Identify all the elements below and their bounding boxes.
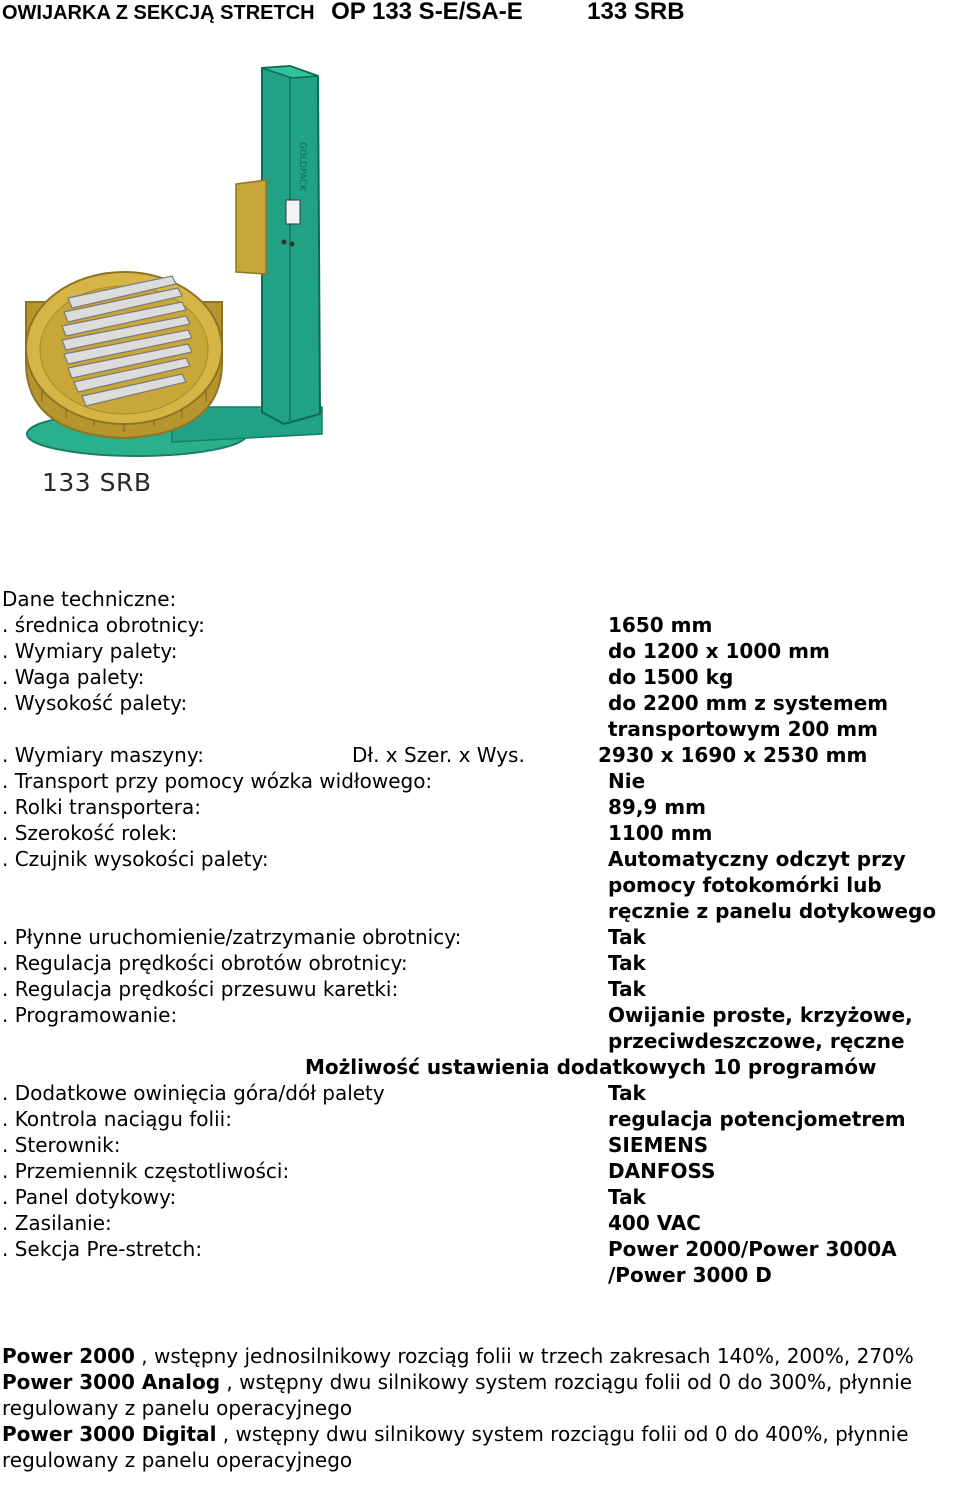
- spec-label: . Wysokość palety:: [2, 691, 188, 715]
- spec-value: regulacja potencjometrem: [608, 1107, 906, 1131]
- spec-value-line-2: przeciwdeszczowe, ręczne: [608, 1029, 905, 1053]
- spec-value-line-2: pomocy fotokomórki lub: [608, 873, 882, 897]
- spec-label: . średnica obrotnicy:: [2, 613, 205, 637]
- note-product-name: Power 3000 Analog: [2, 1370, 221, 1394]
- spec-label: . Sekcja Pre-stretch:: [2, 1237, 203, 1261]
- spec-value: Tak: [608, 1185, 646, 1209]
- spec-label: . Sterownik:: [2, 1133, 121, 1157]
- programs-note: Możliwość ustawienia dodatkowych 10 programów: [305, 1055, 877, 1079]
- spec-value: Tak: [608, 951, 646, 975]
- spec-row: [0, 768, 960, 794]
- spec-row: [0, 1210, 960, 1236]
- wrapping-machine-illustration: [22, 62, 342, 462]
- spec-row: [0, 924, 960, 950]
- spec-label: . Regulacja prędkości obrotów obrotnicy:: [2, 951, 408, 975]
- spec-row: [0, 1158, 960, 1184]
- note-description: , wstępny dwu silnikowy system rozciągu folii od 0 do 400%, płynnie regulowany z panelu operacyjnego: [2, 1422, 909, 1472]
- spec-label: . Płynne uruchomienie/zatrzymanie obrotnicy:: [2, 925, 462, 949]
- specs-heading-row: [0, 586, 960, 612]
- model-variant: 133 SRB: [587, 0, 685, 25]
- spec-label: . Wymiary maszyny:: [2, 743, 204, 767]
- spec-value: SIEMENS: [608, 1133, 709, 1157]
- spec-value: 2930 x 1690 x 2530 mm: [598, 743, 868, 767]
- film-carriage: [236, 180, 266, 274]
- spec-value: DANFOSS: [608, 1159, 716, 1183]
- spec-row: [0, 1080, 960, 1106]
- spec-row: [0, 638, 960, 664]
- spec-label: . Szerokość rolek:: [2, 821, 178, 845]
- control-panel: [286, 200, 300, 224]
- prestretch-notes: [2, 1343, 942, 1473]
- spec-label: . Dodatkowe owinięcia góra/dół palety: [2, 1081, 385, 1105]
- spec-value: Tak: [608, 977, 646, 1001]
- specs-heading: Dane techniczne:: [2, 587, 177, 611]
- spec-row: [0, 794, 960, 820]
- spec-value: do 2200 mm z systemem: [608, 691, 889, 715]
- spec-row: [0, 846, 960, 924]
- spec-row: [0, 690, 960, 742]
- spec-row: [0, 612, 960, 638]
- page-title: OWIJARKA Z SEKCJĄ STRETCH: [2, 2, 315, 24]
- spec-row: [0, 664, 960, 690]
- spec-row: [0, 1132, 960, 1158]
- note-item: [2, 1421, 942, 1473]
- note-item: [2, 1369, 942, 1421]
- spec-label: . Programowanie:: [2, 1003, 178, 1027]
- technical-specs: [0, 586, 960, 1288]
- spec-row: [0, 1002, 960, 1054]
- spec-label: . Regulacja prędkości przesuwu karetki:: [2, 977, 399, 1001]
- note-product-name: Power 3000 Digital: [2, 1422, 217, 1446]
- spec-value: 89,9 mm: [608, 795, 706, 819]
- spec-label: . Przemiennik częstotliwości:: [2, 1159, 290, 1183]
- spec-value: do 1500 kg: [608, 665, 734, 689]
- note-description: , wstępny dwu silnikowy system rozciągu folii od 0 do 300%, płynnie regulowany z panelu operacyjnego: [2, 1370, 913, 1420]
- spec-value: 1100 mm: [608, 821, 713, 845]
- spec-label: . Czujnik wysokości palety:: [2, 847, 269, 871]
- note-product-name: Power 2000: [2, 1344, 135, 1368]
- spec-label: . Zasilanie:: [2, 1211, 112, 1235]
- spec-row: [0, 1236, 960, 1288]
- spec-dimension-note: Dł. x Szer. x Wys.: [352, 743, 525, 767]
- brand-label: GOLDPACK: [297, 142, 307, 192]
- spec-row: [0, 1106, 960, 1132]
- spec-value-line-2: /Power 3000 D: [608, 1263, 772, 1287]
- spec-label: . Waga palety:: [2, 665, 145, 689]
- spec-row: [0, 976, 960, 1002]
- spec-value: Owijanie proste, krzyżowe,: [608, 1003, 913, 1027]
- spec-value: Power 2000/Power 3000A: [608, 1237, 897, 1261]
- note-description: , wstępny jednosilnikowy rozciąg folii w trzech zakresach 140%, 200%, 270%: [134, 1344, 914, 1368]
- spec-row: [0, 820, 960, 846]
- spec-value: Automatyczny odczyt przy: [608, 847, 906, 871]
- model-codes: OP 133 S-E/SA-E: [331, 0, 523, 25]
- spec-label: . Wymiary palety:: [2, 639, 178, 663]
- spec-note-row: [0, 1054, 960, 1080]
- spec-value: Tak: [608, 925, 646, 949]
- spec-label: . Kontrola naciągu folii:: [2, 1107, 232, 1131]
- spec-value: Nie: [608, 769, 646, 793]
- spec-row: [0, 1184, 960, 1210]
- page-header: [2, 0, 685, 26]
- spec-value-line-2: transportowym 200 mm: [608, 717, 878, 741]
- spec-value: 400 VAC: [608, 1211, 701, 1235]
- spec-label: . Rolki transportera:: [2, 795, 201, 819]
- model-label: 133 SRB: [42, 468, 152, 497]
- spec-row: [0, 742, 960, 768]
- spec-value: Tak: [608, 1081, 646, 1105]
- spec-value-line-3: ręcznie z panelu dotykowego: [608, 899, 937, 923]
- spec-label: . Transport przy pomocy wózka widłowego:: [2, 769, 433, 793]
- spec-row: [0, 950, 960, 976]
- spec-value: 1650 mm: [608, 613, 713, 637]
- note-item: [2, 1343, 942, 1369]
- spec-value: do 1200 x 1000 mm: [608, 639, 830, 663]
- spec-label: . Panel dotykowy:: [2, 1185, 177, 1209]
